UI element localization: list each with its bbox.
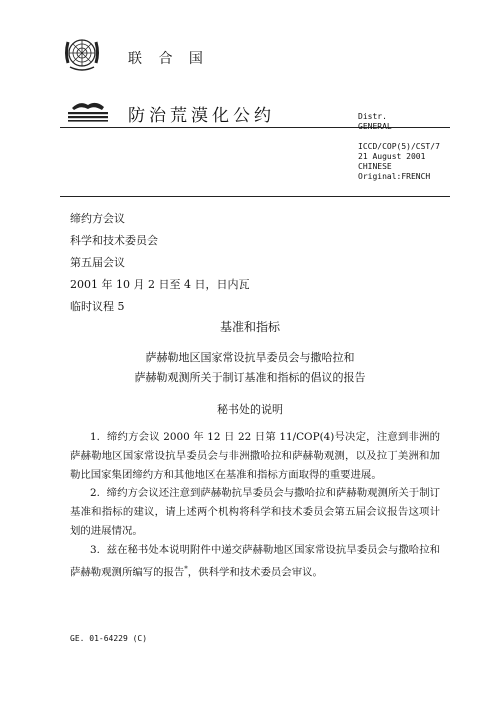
context-line: 临时议程 5 xyxy=(70,300,125,313)
subtitle-line: 萨赫勒地区国家常设抗旱委员会与撒哈拉和 xyxy=(145,351,355,364)
document-subtitle xyxy=(0,348,500,388)
org-name: 联 合 国 xyxy=(128,51,209,67)
paragraph xyxy=(70,428,440,485)
header-divider-bottom xyxy=(60,196,450,197)
context-line: 缔约方会议 xyxy=(70,212,125,225)
context-line: 科学和技术委员会 xyxy=(70,234,158,247)
meeting-context xyxy=(70,208,249,318)
footnote-mark: * xyxy=(184,565,188,573)
paragraph-number: 1. xyxy=(90,431,100,443)
desertification-emblem-icon xyxy=(66,96,110,122)
paragraph-number: 3. xyxy=(90,544,100,556)
distr-label: Distr. xyxy=(358,112,387,121)
document-date: 21 August 2001 xyxy=(358,152,426,161)
paragraph-text-continued: ，供科学和技术委员会审议。 xyxy=(187,566,323,579)
note-heading: 秘书处的说明 xyxy=(217,403,283,416)
paragraph xyxy=(70,541,440,582)
subtitle-line: 萨赫勒观测所关于制订基准和指标的倡议的报告 xyxy=(134,371,366,384)
context-line: 2001 年 10 月 2 日至 4 日，日内瓦 xyxy=(70,278,250,291)
document-language: CHINESE xyxy=(358,162,392,171)
document-symbol: ICCD/COP(5)/CST/7 xyxy=(358,142,440,151)
convention-title: 防治荒漠化公约 xyxy=(128,106,275,126)
original-language: Original:FRENCH xyxy=(358,172,431,181)
distribution-block xyxy=(358,112,392,132)
paragraph-number: 2. xyxy=(90,487,100,499)
paragraph-text: 缔约方会议还注意到萨赫勒抗旱委员会与撒哈拉和萨赫勒观测所关于制订基准和指标的建议，请上述两个机构将科学和技术委员会第五届会议报告这项计划的进展情况。 xyxy=(70,487,441,537)
footer-code: GE. 01-64229 (C) xyxy=(70,634,148,643)
context-line: 第五届会议 xyxy=(70,256,125,269)
paragraph xyxy=(70,484,440,541)
paragraph-text: 兹在秘书处本说明附件中递交萨赫勒地区国家常设抗旱委员会与撒哈拉和萨赫勒观测所编写的报告 xyxy=(70,544,441,579)
paragraph-text: 缔约方会议 2000 年 12 日 22 日第 11/COP(4)号决定，注意到非洲的萨赫勒地区国家常设抗旱委员会与非洲撒哈拉和萨赫勒观测，以及拉丁美洲和加勒比国家集团缔约方和其他地区在基准和指标方面取得的重要进展。 xyxy=(70,431,440,481)
distr-value: GENERAL xyxy=(358,122,392,131)
document-info-block xyxy=(358,142,440,182)
un-emblem-icon xyxy=(62,33,102,73)
document-heading: 基准和指标 xyxy=(219,320,280,334)
